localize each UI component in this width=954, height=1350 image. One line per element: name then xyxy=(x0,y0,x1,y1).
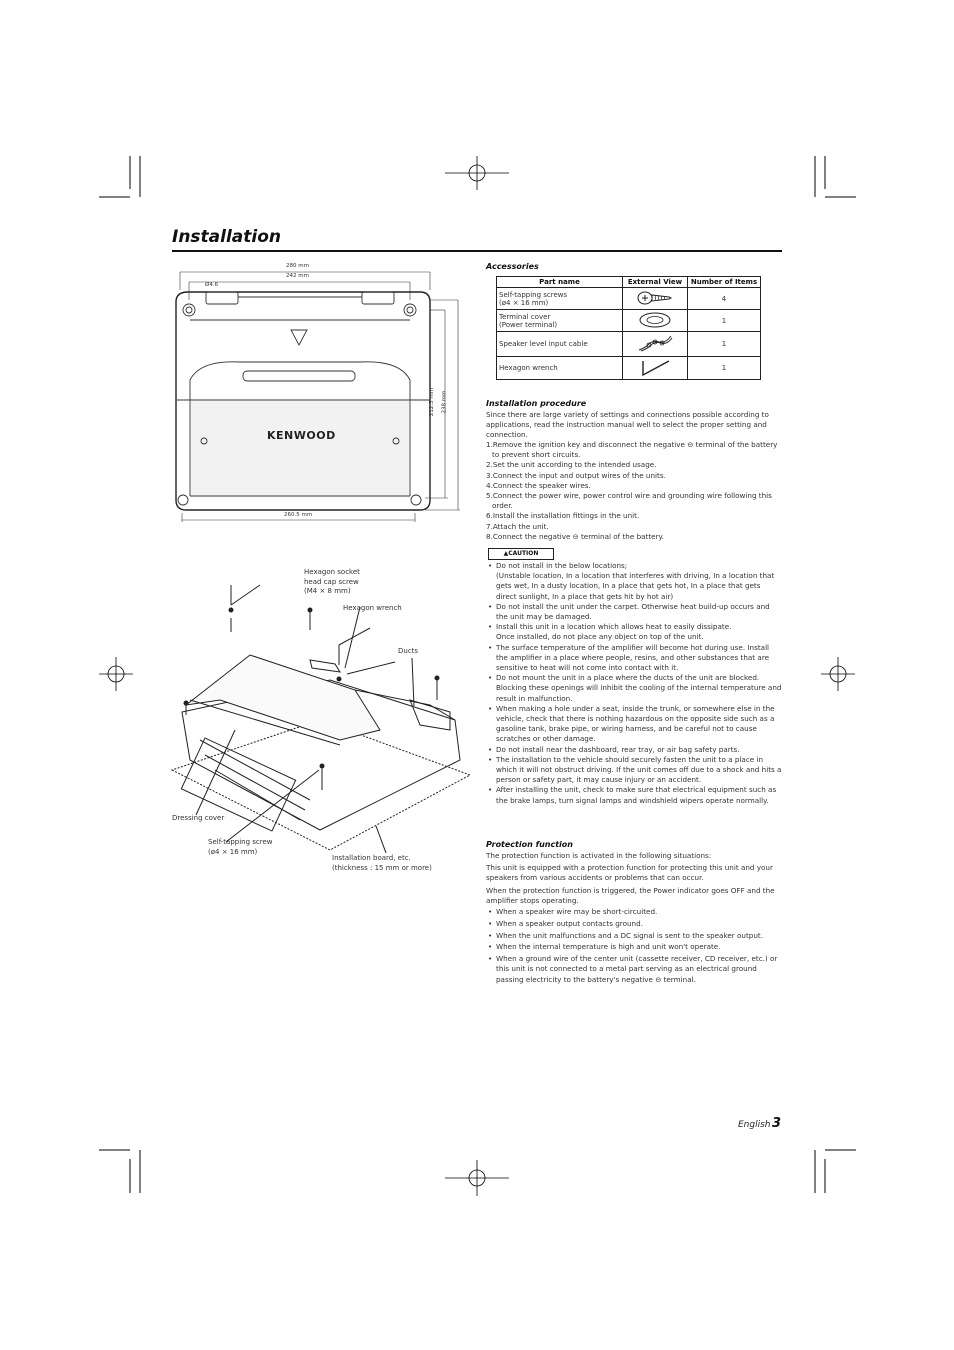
list-item: • Do not install the unit under the carpet. Otherwise heat build-up occurs and the unit may be damaged. xyxy=(488,601,770,622)
part-name: Terminal cover (Power terminal) xyxy=(497,310,623,332)
list-item: • When making a hole under a seat, inside the trunk, or somewhere else in the vehicle, check that there is nothing hazardous on the opposite side such as a gasoline tank, brake pipe, or wiring harness, and be careful not to cause scratches or other damage. xyxy=(488,703,775,744)
accessories-heading: Accessories xyxy=(486,262,539,271)
label-ducts: Ducts xyxy=(398,647,419,655)
list-item: • Install this unit in a location which allows heat to easily dissipate. Once installed, do not place any object on top of the unit. xyxy=(488,622,732,642)
list-item: 6.Install the installation fittings in the unit. xyxy=(486,511,640,521)
screw-icon xyxy=(623,288,688,310)
list-item: 3.Connect the input and output wires of the units. xyxy=(486,470,666,480)
dim-outer-width: 280 mm xyxy=(286,263,309,269)
dim-inner-height: 212.5 mm xyxy=(429,387,436,417)
list-item: 4.Connect the speaker wires. xyxy=(486,480,591,490)
col-external-view: External View xyxy=(623,277,688,288)
item-count: 4 xyxy=(688,288,761,310)
table-row xyxy=(497,357,761,380)
part-name: Self-tapping screws (ø4 × 16 mm) xyxy=(497,288,623,310)
item-count: 1 xyxy=(688,332,761,357)
list-item: • When the unit malfunctions and a DC signal is sent to the speaker output. xyxy=(488,930,764,940)
table-row xyxy=(497,332,761,357)
procedure-heading: Installation procedure xyxy=(486,399,587,408)
page-title: Installation xyxy=(172,227,282,247)
label-hex-wrench: Hexagon wrench xyxy=(343,604,402,612)
label-dressing-cover: Dressing cover xyxy=(172,814,225,822)
protection-list xyxy=(486,907,782,986)
list-item: • When a speaker wire may be short-circuited. xyxy=(488,907,658,916)
list-item: • Do not install in the below locations; (Unstable location, In a location that interferes with driving, In a location that gets wet, In a dusty location, In a place that gets hot, In a place that gets direct sunlight, In a place that gets hit by hot air) xyxy=(488,561,775,601)
list-item: • When the internal temperature is high and unit won't operate. xyxy=(488,942,721,952)
hex-wrench-icon xyxy=(623,357,688,380)
list-item: • When a speaker output contacts ground. xyxy=(488,918,643,928)
list-item: • After installing the unit, check to make sure that electrical equipment such as the brake lamps, turn signal lamps and windshield wipers operate normally. xyxy=(488,785,777,805)
protection-heading: Protection function xyxy=(486,840,573,849)
table-row xyxy=(497,288,761,310)
accessories-table xyxy=(496,276,761,380)
dim-bottom-width: 260.5 mm xyxy=(284,512,313,518)
procedure-intro: Since there are large variety of settings and connections possible according to applications, read the instruction manual well to select the proper setting and connection. xyxy=(486,410,769,440)
dim-hole: Ø4.6 xyxy=(205,282,219,288)
col-part-name: Part name xyxy=(497,277,623,288)
cable-icon xyxy=(623,332,688,357)
footer-language: English xyxy=(738,1120,771,1130)
list-item: 5.Connect the power wire, power control wire and grounding wire following this order. xyxy=(486,491,772,511)
item-count: 1 xyxy=(688,310,761,332)
list-item: • The installation to the vehicle should securely fasten the unit to a place in which it will not obstruct driving. If the unit comes off due to a shock and hits a person or safety part, it may cause injury or an accident. xyxy=(488,754,782,785)
list-item: • The surface temperature of the amplifier will become hot during use. Install the amplifier in a place where people, resins, and other substances that are sensitive to heat will not come into contact with it. xyxy=(488,642,770,673)
dim-outer-height: 238 mm xyxy=(441,390,448,414)
list-item: 8.Connect the negative ⊖ terminal of the battery. xyxy=(486,531,665,541)
terminal-cover-icon xyxy=(623,310,688,332)
page-number: 3 xyxy=(772,1116,782,1131)
label-installation-board: Installation board, etc. (thickness : 15 mm or more) xyxy=(332,854,432,872)
list-item: 1.Remove the ignition key and disconnect the negative ⊖ terminal of the battery to prevent short circuits. xyxy=(486,440,778,460)
col-number-of-items: Number of Items xyxy=(688,277,761,288)
list-item: 2.Set the unit according to the intended usage. xyxy=(486,460,657,470)
warning-icon: ▲ xyxy=(503,550,509,557)
item-count: 1 xyxy=(688,357,761,380)
list-item: • Do not mount the unit in a place where the ducts of the unit are blocked. Blocking these openings will inhibit the cooling of the internal temperature and result in malfunction. xyxy=(488,673,782,703)
table-row xyxy=(497,310,761,332)
caution-badge: ▲CAUTION xyxy=(488,548,554,560)
brand-logo: KENWOOD xyxy=(267,429,336,442)
list-item: 7.Attach the unit. xyxy=(486,521,549,531)
part-name: Speaker level input cable xyxy=(497,332,623,357)
label-self-tapping-screw: Self-tapping screw (ø4 × 16 mm) xyxy=(208,838,273,856)
caution-list xyxy=(486,561,782,806)
dim-inner-width: 242 mm xyxy=(286,273,309,279)
procedure-steps xyxy=(486,440,782,542)
protection-intro: The protection function is activated in the following situations: This unit is equipped with a protection function for protecting this unit and your speakers from various accidents or problems that can occur. When the protection function is triggered, the Power indicator goes OFF and the amplifier stops operating. xyxy=(486,851,775,905)
list-item: • Do not install near the dashboard, rear tray, or air bag safety parts. xyxy=(488,744,740,754)
list-item: • When a ground wire of the center unit (cassette receiver, CD receiver, etc.) or this unit is not connected to a metal part serving as an electrical ground passing electricity to the battery's negative ⊖ terminal. xyxy=(488,954,778,984)
part-name: Hexagon wrench xyxy=(497,357,623,380)
label-socket-screw: Hexagon socket head cap screw (M4 × 8 mm) xyxy=(304,568,360,595)
